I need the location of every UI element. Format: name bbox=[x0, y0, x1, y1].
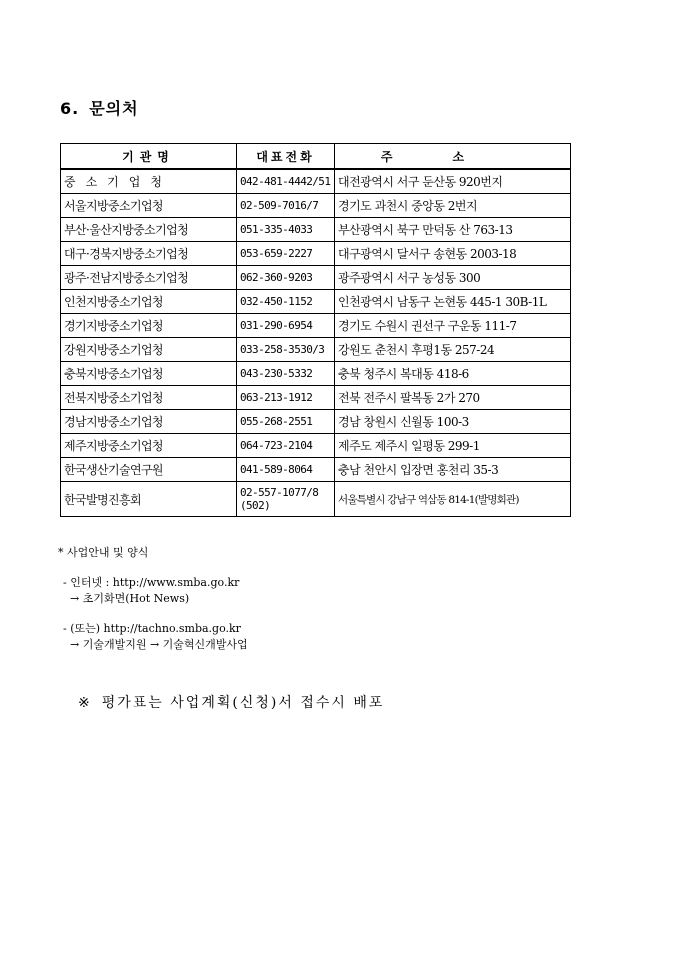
alt-url-path: → 기술개발지원 → 기술혁신개발사업 bbox=[70, 638, 248, 651]
phone-line: 02-557-1077/8 bbox=[240, 486, 319, 499]
organization-cell: 경기지방중소기업청 bbox=[61, 314, 237, 338]
table-body bbox=[61, 169, 571, 517]
section-title: 문의처 bbox=[89, 99, 139, 118]
table-row bbox=[61, 242, 571, 266]
table-row bbox=[61, 266, 571, 290]
address-cell: 충남 천안시 입장면 홍천리 35-3 bbox=[335, 458, 571, 482]
phone-cell: 032-450-1152 bbox=[237, 290, 335, 314]
table-header-row bbox=[61, 144, 571, 170]
header-address: 주소 bbox=[335, 144, 571, 170]
organization-cell: 제주지방중소기업청 bbox=[61, 434, 237, 458]
table-row bbox=[61, 434, 571, 458]
table-row bbox=[61, 410, 571, 434]
address-cell: 광주광역시 서구 농성동 300 bbox=[335, 266, 571, 290]
section-heading bbox=[60, 96, 139, 119]
final-note-text: 평가표는 사업계획(신청)서 접수시 배포 bbox=[101, 695, 385, 711]
alt-url-line: - (또는) http://tachno.smba.go.kr bbox=[63, 622, 241, 635]
address-cell: 충북 청주시 복대동 418-6 bbox=[335, 362, 571, 386]
organization-cell: 한국생산기술연구원 bbox=[61, 458, 237, 482]
address-cell: 제주도 제주시 일평동 299-1 bbox=[335, 434, 571, 458]
phone-cell: 051-335-4033 bbox=[237, 218, 335, 242]
table-row bbox=[61, 338, 571, 362]
table-row bbox=[61, 386, 571, 410]
address-cell: 경기도 과천시 중앙동 2번지 bbox=[335, 194, 571, 218]
organization-cell: 경남지방중소기업청 bbox=[61, 410, 237, 434]
phone-cell: 063-213-1912 bbox=[237, 386, 335, 410]
address-cell: 대구광역시 달서구 송현동 2003-18 bbox=[335, 242, 571, 266]
phone-cell: 055-268-2551 bbox=[237, 410, 335, 434]
table-row bbox=[61, 169, 571, 194]
phone-cell: 041-589-8064 bbox=[237, 458, 335, 482]
organization-cell: 광주·전남지방중소기업청 bbox=[61, 266, 237, 290]
table-row bbox=[61, 482, 571, 517]
organization-cell: 대구·경북지방중소기업청 bbox=[61, 242, 237, 266]
phone-cell: 042-481-4442/51 bbox=[237, 169, 335, 194]
address-cell: 전북 전주시 팔복동 2가 270 bbox=[335, 386, 571, 410]
header-organization: 기관명 bbox=[61, 144, 237, 170]
table-row bbox=[61, 362, 571, 386]
header-phone: 대표전화 bbox=[237, 144, 335, 170]
contact-table bbox=[60, 143, 571, 517]
address-cell: 인천광역시 남동구 논현동 445-1 30B-1L bbox=[335, 290, 571, 314]
phone-cell: 064-723-2104 bbox=[237, 434, 335, 458]
phone-cell: 043-230-5332 bbox=[237, 362, 335, 386]
notes-heading: * 사업안내 및 양식 bbox=[58, 546, 149, 559]
organization-cell: 서울지방중소기업청 bbox=[61, 194, 237, 218]
phone-cell: 053-659-2227 bbox=[237, 242, 335, 266]
address-cell: 경남 창원시 신월동 100-3 bbox=[335, 410, 571, 434]
table-row bbox=[61, 314, 571, 338]
reference-mark: ※ bbox=[78, 695, 92, 711]
phone-cell: 02-509-7016/7 bbox=[237, 194, 335, 218]
address-cell: 대전광역시 서구 둔산동 920번지 bbox=[335, 169, 571, 194]
phone-line: (502) bbox=[240, 499, 271, 512]
organization-cell: 충북지방중소기업청 bbox=[61, 362, 237, 386]
address-cell: 서울특별시 강남구 역삼동 814-1(발명회관) bbox=[335, 482, 571, 517]
phone-cell bbox=[237, 482, 335, 517]
table-row bbox=[61, 194, 571, 218]
internet-line: - 인터넷 : http://www.smba.go.kr bbox=[63, 576, 240, 589]
phone-cell: 033-258-3530/3 bbox=[237, 338, 335, 362]
address-cell: 경기도 수원시 권선구 구운동 111-7 bbox=[335, 314, 571, 338]
address-cell: 부산광역시 북구 만덕동 산 763-13 bbox=[335, 218, 571, 242]
notes-section bbox=[58, 545, 248, 653]
phone-cell: 062-360-9203 bbox=[237, 266, 335, 290]
table-row bbox=[61, 290, 571, 314]
organization-cell: 부산·울산지방중소기업청 bbox=[61, 218, 237, 242]
table-row bbox=[61, 458, 571, 482]
organization-cell: 중소기업청 bbox=[61, 169, 237, 194]
table-row bbox=[61, 218, 571, 242]
organization-cell: 한국발명진흥회 bbox=[61, 482, 237, 517]
address-cell: 강원도 춘천시 후평1동 257-24 bbox=[335, 338, 571, 362]
section-number: 6. bbox=[60, 99, 80, 118]
internet-path: → 초기화면(Hot News) bbox=[70, 592, 190, 605]
organization-cell: 인천지방중소기업청 bbox=[61, 290, 237, 314]
phone-cell: 031-290-6954 bbox=[237, 314, 335, 338]
organization-cell: 전북지방중소기업청 bbox=[61, 386, 237, 410]
final-note bbox=[78, 692, 384, 712]
organization-cell: 강원지방중소기업청 bbox=[61, 338, 237, 362]
